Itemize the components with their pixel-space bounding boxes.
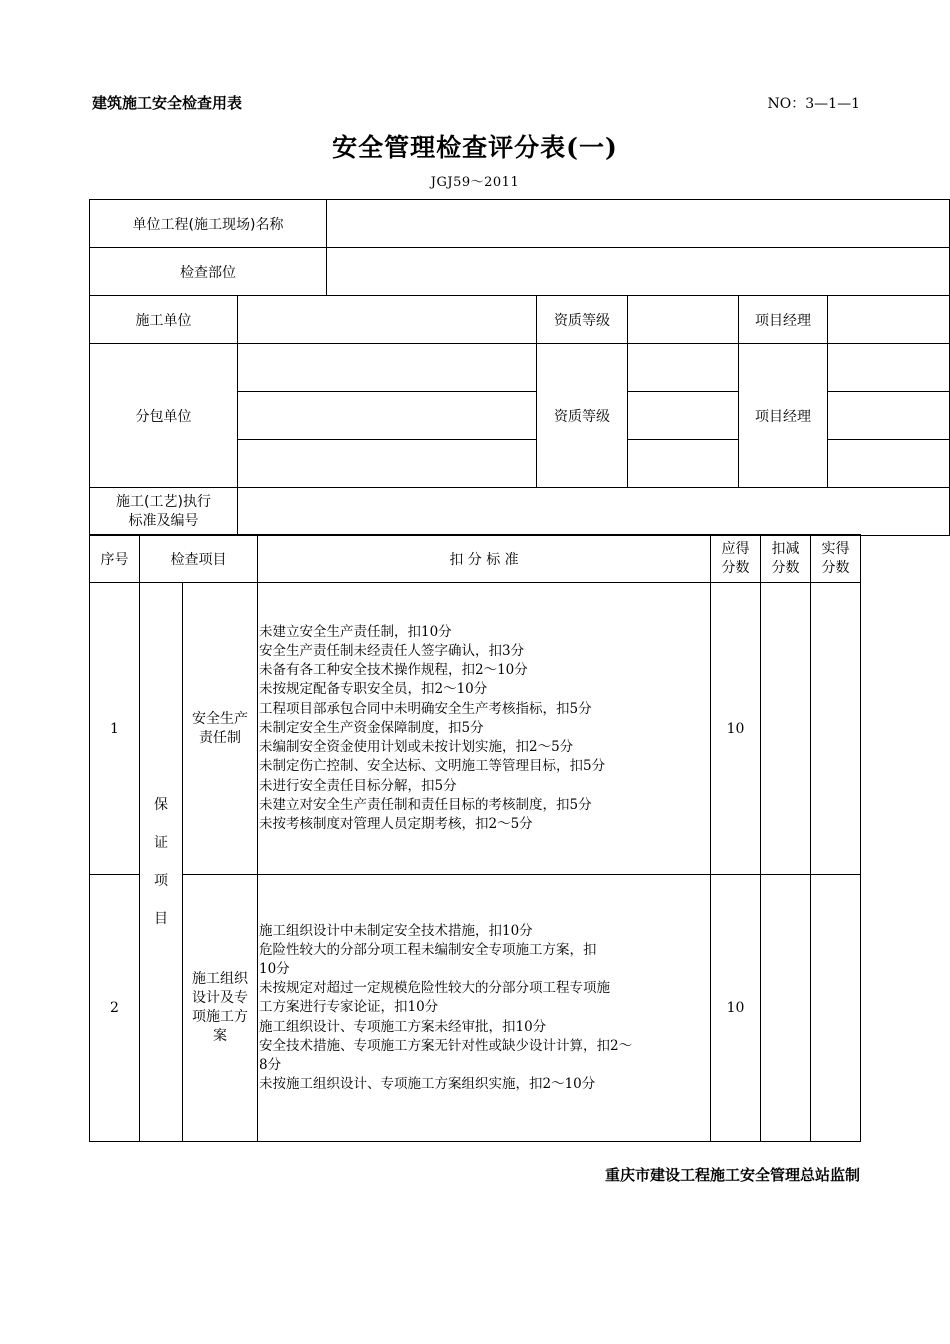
sub-qualification-field-2[interactable] <box>628 392 739 440</box>
form-number: NO：3—1—1 <box>767 96 860 112</box>
execution-standard-label-line1: 施工(工艺)执行 <box>116 493 211 510</box>
sub-qualification-label: 资质等级 <box>537 344 628 488</box>
item-header: 检查项目 <box>140 535 258 583</box>
row-2-item <box>183 875 258 1142</box>
criteria-header: 扣 分 标 准 <box>258 535 711 583</box>
row-1-actual-score[interactable] <box>811 583 861 875</box>
criteria-item: 10分 <box>259 960 290 977</box>
subcontractor-field-3[interactable] <box>238 440 537 488</box>
row-2-criteria <box>258 875 711 1142</box>
project-info-table <box>89 199 950 536</box>
row-2-seq: 2 <box>90 875 140 1142</box>
criteria-item: 未备有各工种安全技术操作规程，扣2～10分 <box>259 662 528 679</box>
criteria-item: 未按规定对超过一定规模危险性较大的分部分项工程专项施 <box>259 980 610 997</box>
criteria-item: 未制定伤亡控制、安全达标、文明施工等管理目标，扣5分 <box>259 758 606 775</box>
manager-label: 项目经理 <box>739 296 828 344</box>
qualification-field[interactable] <box>628 296 739 344</box>
due-score-header-line2: 分数 <box>721 559 750 576</box>
criteria-item: 未编制安全资金使用计划或未按计划实施，扣2～5分 <box>259 739 574 756</box>
row-1-item-line: 责任制 <box>199 729 241 746</box>
criteria-item: 安全生产责任制未经责任人签字确认，扣3分 <box>259 643 525 660</box>
execution-standard-label-line2: 标准及编号 <box>128 512 199 529</box>
row-2-actual-score[interactable] <box>811 875 861 1142</box>
seq-header: 序号 <box>90 535 140 583</box>
execution-standard-label <box>90 488 238 536</box>
sub-manager-field-2[interactable] <box>828 392 950 440</box>
group-char-2: 证 <box>154 835 168 851</box>
criteria-item: 安全技术措施、专项施工方案无针对性或缺少设计计算，扣2～ <box>259 1037 633 1054</box>
scoring-table <box>89 534 861 1142</box>
contractor-field[interactable] <box>238 296 537 344</box>
subcontractor-field-1[interactable] <box>238 344 537 392</box>
unit-project-field[interactable] <box>327 200 950 248</box>
deduct-score-header-line2: 分数 <box>771 559 800 576</box>
row-2-item-line: 案 <box>213 1028 227 1044</box>
row-1-deduct-score[interactable] <box>761 583 811 875</box>
criteria-item: 未制定安全生产资金保障制度，扣5分 <box>259 719 484 736</box>
row-2-item-line: 施工组织 <box>192 971 248 987</box>
criteria-item: 未按考核制度对管理人员定期考核，扣2～5分 <box>259 815 533 832</box>
inspection-part-label: 检查部位 <box>90 248 327 296</box>
criteria-item: 未进行安全责任目标分解，扣5分 <box>259 777 457 794</box>
actual-score-header <box>811 535 861 583</box>
sub-qualification-field-3[interactable] <box>628 440 739 488</box>
criteria-item: 8分 <box>259 1057 282 1073</box>
inspection-part-field[interactable] <box>327 248 950 296</box>
subcontractor-field-2[interactable] <box>238 392 537 440</box>
actual-score-header-line1: 实得 <box>821 540 850 557</box>
row-1-item <box>183 583 258 875</box>
criteria-item: 未建立安全生产责任制，扣10分 <box>259 623 452 640</box>
criteria-item: 施工组织设计中未制定安全技术措施，扣10分 <box>259 922 533 939</box>
criteria-item: 未按规定配备专职安全员，扣2～10分 <box>259 681 488 698</box>
row-1-criteria <box>258 583 711 875</box>
deduct-score-header-line1: 扣减 <box>771 540 800 557</box>
document-type-label: 建筑施工安全检查用表 <box>92 94 243 112</box>
contractor-label: 施工单位 <box>90 296 238 344</box>
row-1-item-line: 安全生产 <box>192 710 248 727</box>
row-2-due-score: 10 <box>711 875 761 1142</box>
sub-qualification-field-1[interactable] <box>628 344 739 392</box>
table-row <box>90 875 861 1142</box>
unit-project-label: 单位工程(施工现场)名称 <box>90 200 327 248</box>
table-header-row <box>90 535 861 583</box>
row-2-item-line: 项施工方 <box>192 1009 248 1025</box>
table-row <box>90 583 861 875</box>
criteria-item: 危险性较大的分部分项工程未编制安全专项施工方案，扣 <box>259 941 597 958</box>
subcontractor-label: 分包单位 <box>90 344 238 488</box>
manager-field[interactable] <box>828 296 950 344</box>
criteria-item: 未建立对安全生产责任制和责任目标的考核制度，扣5分 <box>259 796 592 813</box>
row-2-deduct-score[interactable] <box>761 875 811 1142</box>
row-1-due-score: 10 <box>711 583 761 875</box>
page-title: 安全管理检查评分表(一) <box>332 133 618 162</box>
row-2-item-line: 设计及专 <box>192 990 248 1006</box>
execution-standard-field[interactable] <box>238 488 950 536</box>
due-score-header-line1: 应得 <box>721 540 750 557</box>
standard-code: JGJ59～2011 <box>430 175 520 190</box>
deduct-score-header <box>761 535 811 583</box>
sub-manager-field-1[interactable] <box>828 344 950 392</box>
footer-issuer: 重庆市建设工程施工安全管理总站监制 <box>604 1166 860 1184</box>
criteria-item: 工程项目部承包合同中未明确安全生产考核指标，扣5分 <box>259 700 592 717</box>
guarantee-items-group <box>140 583 183 1142</box>
actual-score-header-line2: 分数 <box>821 559 850 576</box>
due-score-header <box>711 535 761 583</box>
sub-manager-label: 项目经理 <box>739 344 828 488</box>
group-char-4: 目 <box>154 911 168 927</box>
group-char-1: 保 <box>154 797 168 813</box>
sub-manager-field-3[interactable] <box>828 440 950 488</box>
group-char-3: 项 <box>154 873 168 889</box>
criteria-item: 未按施工组织设计、专项施工方案组织实施，扣2～10分 <box>259 1076 596 1093</box>
criteria-item: 施工组织设计、专项施工方案未经审批，扣10分 <box>259 1018 547 1035</box>
qualification-label: 资质等级 <box>537 296 628 344</box>
criteria-item: 工方案进行专家论证，扣10分 <box>259 999 439 1016</box>
row-1-seq: 1 <box>90 583 140 875</box>
